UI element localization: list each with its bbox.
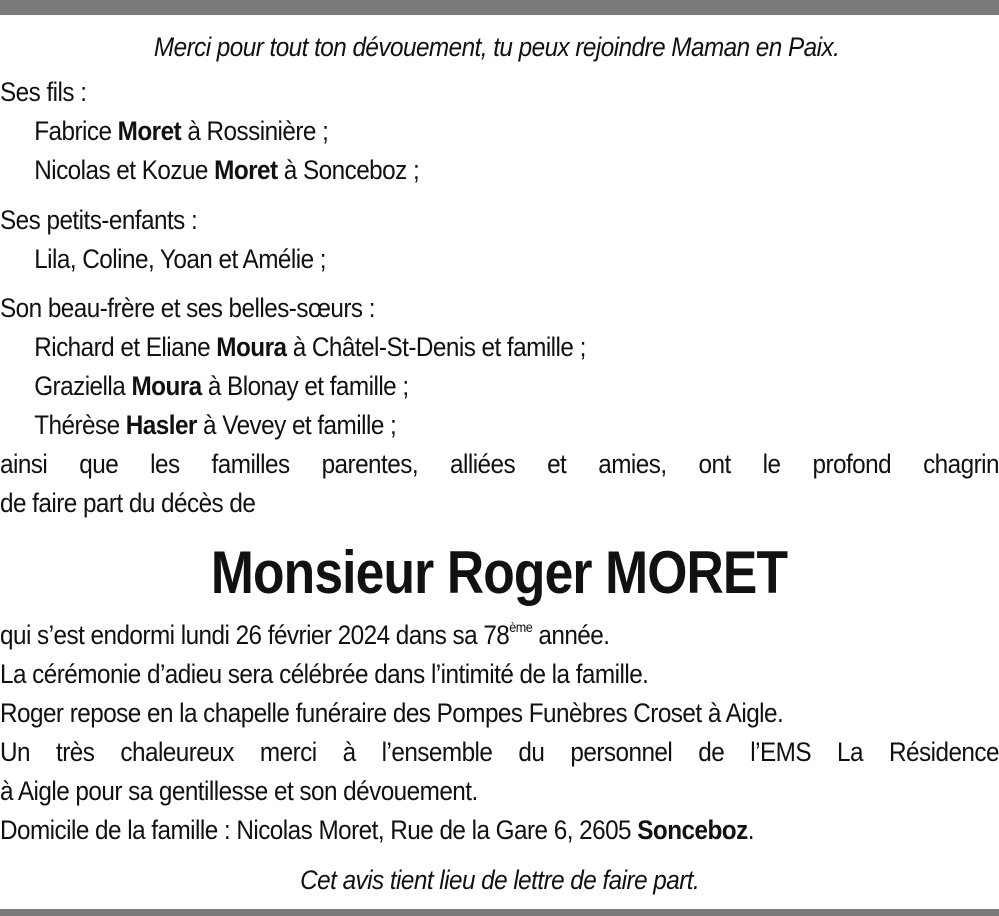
son-item: Nicolas et Kozue Moret à Sonceboz ;	[34, 155, 420, 185]
in-law-item: Graziella Moura à Blonay et famille ;	[34, 371, 409, 401]
in-law-item: Richard et Eliane Moura à Châtel-St-Denis et famille ;	[34, 332, 586, 362]
in-law-item: Thérèse Hasler à Vevey et famille ;	[34, 410, 397, 440]
thanks-line-1: Un très chaleureux merci à l’ensemble du personnel de l’EMS La Résidence	[0, 737, 999, 767]
top-border	[0, 0, 999, 15]
intro-line: Merci pour tout ton dévouement, tu peux rejoindre Maman en Paix.	[153, 32, 840, 62]
sons-heading: Ses fils :	[0, 77, 87, 107]
deceased-name: Monsieur Roger MORET	[211, 539, 788, 606]
announcement-line-2: de faire part du décès de	[0, 488, 256, 518]
thanks-line-2: à Aigle pour sa gentillesse et son dévouement.	[0, 776, 478, 806]
son-item: Fabrice Moret à Rossinière ;	[34, 116, 329, 146]
rest-location-line: Roger repose en la chapelle funéraire des Pompes Funèbres Croset à Aigle.	[0, 698, 784, 728]
domicile-line: Domicile de la famille : Nicolas Moret, Rue de la Gare 6, 2605 Sonceboz.	[0, 815, 754, 845]
grandchildren-list: Lila, Coline, Yoan et Amélie ;	[34, 244, 327, 274]
bottom-border	[0, 909, 999, 916]
death-date-line: qui s’est endormi lundi 26 février 2024 dans sa 78ème année.	[0, 619, 610, 650]
ceremony-line: La cérémonie d’adieu sera célébrée dans l’intimité de la famille.	[0, 659, 649, 689]
in-laws-heading: Son beau-frère et ses belles-sœurs :	[0, 293, 375, 323]
announcement-line-1: ainsi que les familles parentes, alliées et amies, ont le profond chagrin	[0, 449, 999, 479]
closing-note: Cet avis tient lieu de lettre de faire part.	[299, 865, 700, 895]
grandchildren-heading: Ses petits-enfants :	[0, 205, 198, 235]
